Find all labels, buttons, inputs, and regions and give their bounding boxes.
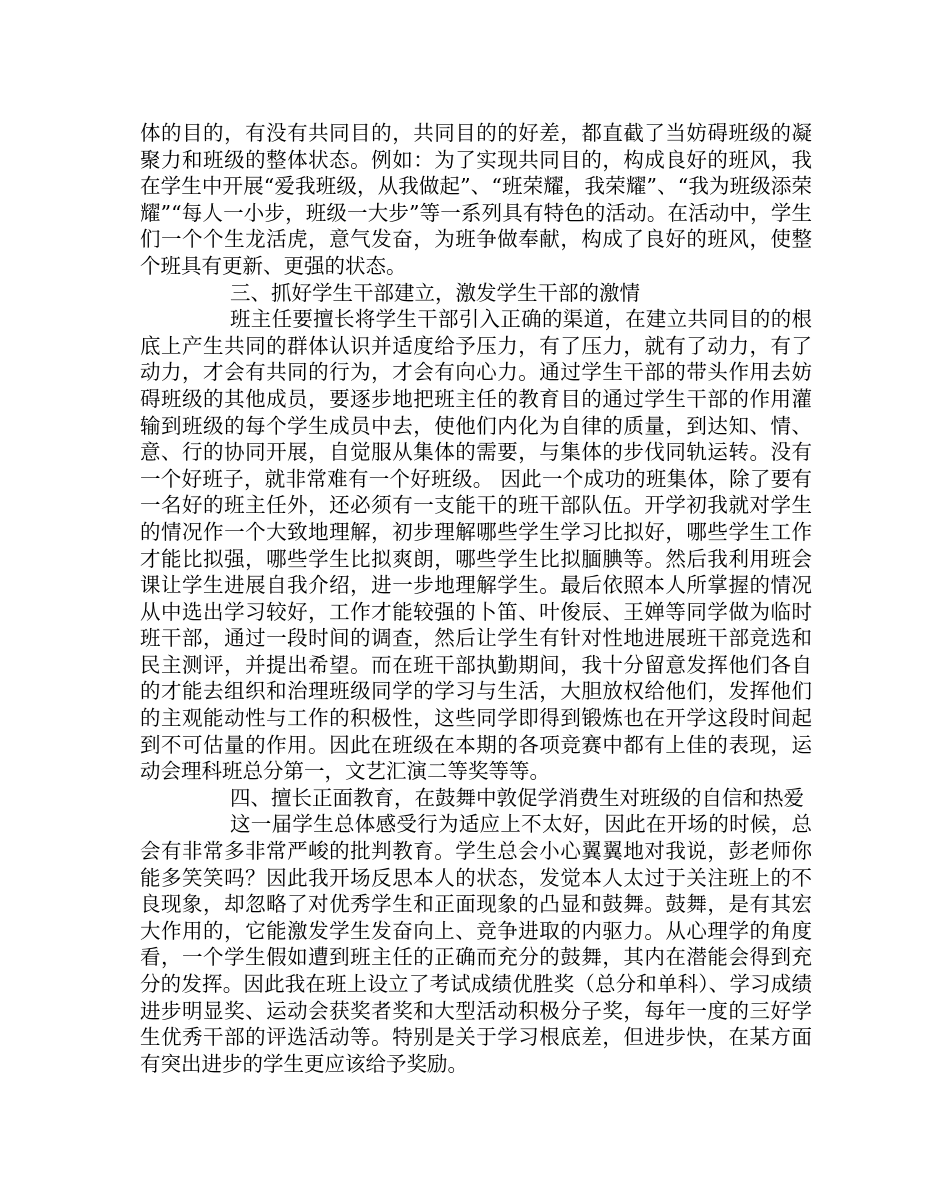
paragraph-continued: 体的目的，有没有共同目的，共同目的的好差，都直截了当妨碍班级的凝聚力和班级的整体状态。例如：为了实现共同目的，构成良好的班风，我在学生中开展“爱我班级，从我做起”、“班荣耀，我荣耀”、“我为班级添荣耀”“每人一小步，班级一大步”等一系列具有特色的活动。在活动中，学生们一个个生龙活虎，意气发奋，为班争做奉献，构成了良好的班风，使整个班具有更新、更强的状态。 (140, 121, 812, 278)
section-heading-4: 四、擅长正面教育，在鼓舞中敦促学消费生对班级的自信和热爱 (230, 785, 804, 810)
section-heading-3: 三、抓好学生干部建立，激发学生干部的激情 (230, 280, 640, 305)
document-page (140, 120, 812, 1077)
paragraph-body: 这一届学生总体感受行为适应上不太好，因此在开场的时候，总会有非常多非常严峻的批判教育。学生总会小心翼翼地对我说，彭老师你能多笑笑吗？因此我开场反思本人的状态，发觉本人太过于关注班上的不良现象，却忽略了对优秀学生和正面现象的凸显和鼓舞。鼓舞，是有其宏大作用的，它能激发学生发奋向上、竞争进取的内驱力。从心理学的角度看，一个学生假如遭到班主任的正确而充分的鼓舞，其内在潜能会得到充分的发挥。因此我在班上设立了考试成绩优胜奖（总分和单科）、学习成绩进步明显奖、运动会获奖者奖和大型活动积极分子奖，每年一度的三好学生优秀干部的评选活动等。特别是关于学习根底差，但进步快，在某方面有突出进步的学生更应该给予奖励。 (140, 812, 812, 1076)
paragraph-body: 班主任要擅长将学生干部引入正确的渠道，在建立共同目的的根底上产生共同的群体认识并适度给予压力，有了压力，就有了动力，有了动力，才会有共同的行为，才会有向心力。通过学生干部的带头作用去妨碍班级的其他成员，要逐步地把班主任的教育目的通过学生干部的作用灌输到班级的每个学生成员中去，使他们内化为自律的质量，到达知、情、意、行的协同开展，自觉服从集体的需要，与集体的步伐同轨运转。没有一个好班子，就非常难有一个好班级。 因此一个成功的班集体，除了要有一名好的班主任外，还必须有一支能干的班干部队伍。开学初我就对学生的情况作一个大致地理解，初步理解哪些学生学习比拟好，哪些学生工作才能比拟强，哪些学生比拟爽朗，哪些学生比拟腼腆等。然后我利用班会课让学生进展自我介绍，进一步地理解学生。最后依照本人所掌握的情况从中选出学习较好，工作才能较强的卜笛、叶俊辰、王婵等同学做为临时班干部，通过一段时间的调查，然后让学生有针对性地进展班干部竞选和民主测评，并提出希望。而在班干部执勤期间，我十分留意发挥他们各自的才能去组织和治理班级同学的学习与生活，大胆放权给他们，发挥他们的主观能动性与工作的积极性，这些同学即得到锻炼也在开学这段时间起到不可估量的作用。因此在班级在本期的各项竞赛中都有上佳的表现，运动会理科班总分第一，文艺汇演二等奖等等。 (140, 307, 812, 784)
